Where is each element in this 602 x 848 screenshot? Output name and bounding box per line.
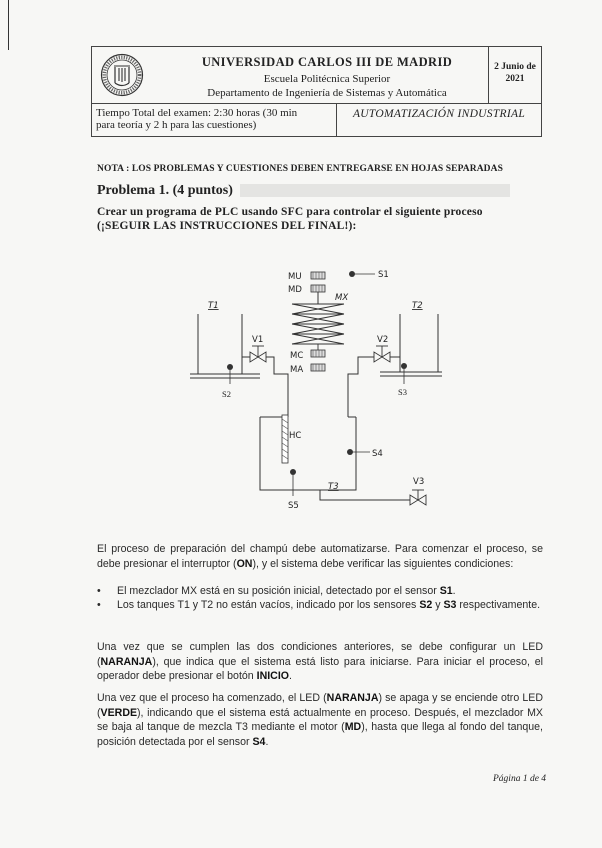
header-title-cell	[92, 47, 489, 104]
label-s4: S4	[372, 449, 383, 459]
label-s5: S5	[288, 501, 299, 511]
heater-hc	[282, 415, 288, 463]
tank-t1	[190, 314, 260, 378]
university-name: UNIVERSIDAD CARLOS III DE MADRID	[201, 55, 453, 69]
bullet-1-marker: •	[97, 585, 101, 597]
duration-line-2: para teoría y 2 h para las cuestiones)	[96, 119, 257, 131]
label-t1: T1	[208, 301, 219, 311]
label-mx: MX	[335, 293, 349, 303]
p2-end: .	[289, 670, 292, 682]
b2-s3: S3	[443, 599, 457, 611]
school-name: Escuela Politécnica Superior	[263, 73, 391, 85]
b1-s1: S1	[439, 585, 453, 597]
paragraph-1	[97, 542, 543, 571]
p1-on: ON	[236, 557, 253, 570]
duration-line-1: Tiempo Total del examen: 2:30 horas (30 min	[96, 107, 298, 119]
paragraph-3	[97, 691, 543, 749]
label-v1: V1	[252, 335, 264, 345]
bullet-item-2	[97, 598, 543, 613]
label-mc: MC	[290, 351, 304, 361]
process-diagram	[180, 262, 450, 520]
exam-date	[489, 47, 542, 104]
p3-naranja: NARANJA	[326, 692, 379, 704]
p2-text-b: ), que indica que el sistema está listo para iniciarse. Para iniciar el proceso, el operador debe presionar el botón	[97, 655, 543, 682]
p3-text-d: ), hasta que llega al fondo del tanque, posición detectada por el sensor	[97, 721, 543, 748]
nota-text: NOTA : LOS PROBLEMAS Y CUESTIONES DEBEN ENTREGARSE EN HOJAS SEPARADAS	[97, 164, 503, 174]
date-year: 2021	[505, 74, 525, 84]
bullet-item-1	[97, 584, 543, 599]
p2-inicio: INICIO	[256, 670, 289, 682]
p3-text-b: ) se apaga y se enciende otro LED (	[97, 692, 543, 719]
motor-md	[311, 285, 325, 292]
label-mu: MU	[288, 272, 302, 282]
label-hc: HC	[289, 431, 302, 441]
sensor-s2-dot	[227, 364, 233, 370]
subject-name: AUTOMATIZACIÓN INDUSTRIAL	[337, 104, 542, 137]
tank-t3	[260, 392, 356, 490]
tank-t2	[380, 314, 442, 376]
b2-end: respectivamente.	[456, 599, 541, 611]
label-s2: S2	[222, 389, 231, 399]
problem-title: Problema 1. (4 puntos)	[97, 183, 233, 198]
p3-text-c: ), indicando que el sistema está actualmente en proceso. Después, el mezclador MX se baja al tanque de mezcla T3 mediante el motor (	[97, 706, 543, 733]
title-shading	[240, 184, 510, 197]
b2-text: Los tanques T1 y T2 no están vacíos, indicado por los sensores	[117, 599, 420, 611]
valve-v3	[410, 490, 426, 505]
label-t2: T2	[412, 301, 423, 311]
b1-end: .	[452, 585, 456, 597]
exam-duration	[92, 104, 337, 137]
motor-ma	[311, 364, 325, 371]
date-day: 2 Junio de	[494, 62, 536, 72]
p1-text-b: ), y el sistema debe verificar las siguientes condiciones:	[252, 557, 514, 570]
p3-text-a: Una vez que el proceso ha comenzado, el LED (	[97, 692, 327, 704]
page-number: Página 1 de 4	[493, 774, 547, 784]
p2-text-a: Una vez que se cumplen las dos condiciones anteriores, se debe configurar un LED (	[97, 641, 543, 668]
sensor-s1-dot	[349, 271, 355, 277]
motor-mc	[311, 350, 325, 357]
p2-naranja: NARANJA	[100, 655, 153, 668]
valve-v1	[250, 346, 266, 362]
page-edge-line	[8, 0, 9, 50]
label-md: MD	[288, 285, 302, 295]
valve-v2	[374, 346, 390, 362]
label-t3: T3	[328, 482, 339, 492]
motor-mu	[311, 272, 325, 279]
department-name: Departamento de Ingeniería de Sistemas y Automática	[207, 87, 447, 99]
university-seal-icon	[100, 53, 144, 97]
sensor-s5-dot	[290, 469, 296, 475]
label-ma: MA	[290, 365, 304, 375]
label-s3: S3	[398, 387, 407, 397]
p3-md: MD	[344, 721, 362, 733]
bullet-2-marker: •	[97, 599, 101, 611]
p1-text-a: El proceso de preparación del champú debe automatizarse. Para comenzar el proceso, se debe presionar el interruptor (	[97, 543, 543, 570]
paragraph-2	[97, 640, 543, 684]
b1-text: El mezclador MX está en su posición inicial, detectado por el sensor	[117, 585, 440, 597]
exam-header	[91, 46, 542, 137]
mixer-mx	[292, 304, 344, 350]
label-v2: V2	[377, 335, 389, 345]
p3-verde: VERDE	[100, 706, 138, 719]
problem-description: Crear un programa de PLC usando SFC para controlar el siguiente proceso (¡SEGUIR LAS INSTRUCCIONES DEL FINAL!):	[97, 206, 483, 232]
b2-s2: S2	[419, 599, 433, 611]
p3-end: .	[265, 735, 269, 748]
sensor-s3-dot	[401, 363, 407, 369]
label-s1: S1	[378, 270, 389, 280]
p3-s4: S4	[252, 735, 266, 748]
label-v3: V3	[413, 477, 425, 487]
sensor-s4-dot	[347, 449, 353, 455]
b2-y: y	[432, 599, 444, 611]
